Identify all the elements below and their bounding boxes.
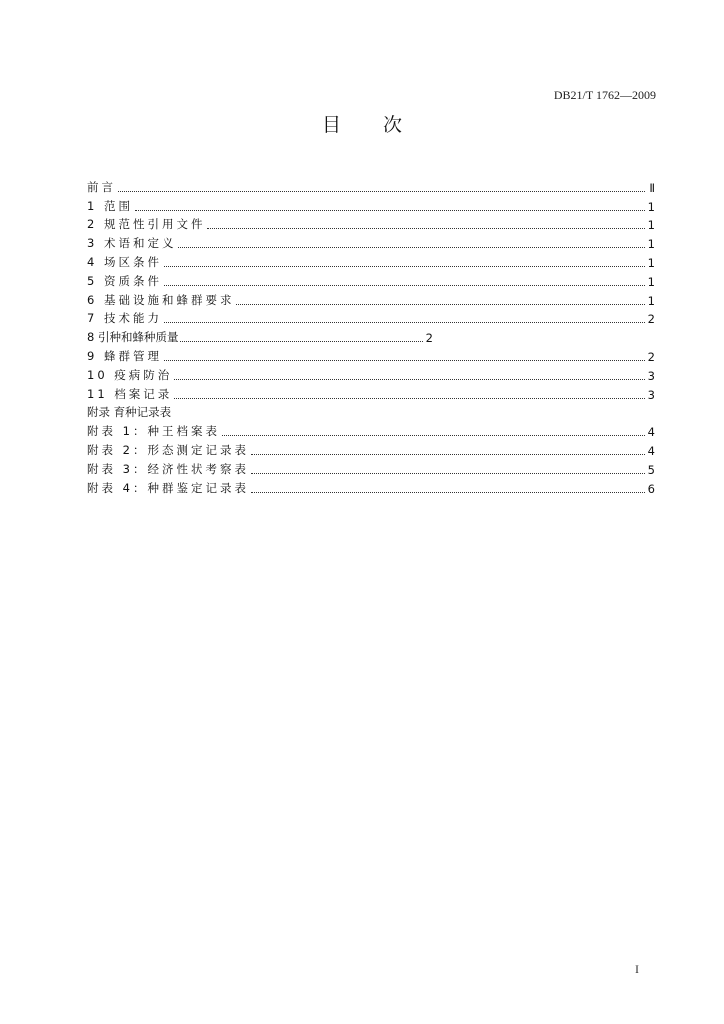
- toc-entry-technical-capability[interactable]: [87, 308, 655, 327]
- toc-leader: [118, 191, 645, 192]
- toc-leader: [222, 435, 645, 436]
- toc-page-number: 1: [647, 274, 655, 289]
- toc-label: 3 术语和定义: [87, 236, 177, 251]
- toc-entry-disease-control[interactable]: [87, 364, 655, 383]
- toc-label: 1 范围: [87, 198, 133, 213]
- toc-page-number: 4: [647, 425, 655, 440]
- toc-label: 8 引种和蜂种质量: [87, 330, 179, 345]
- toc-leader: [164, 285, 645, 286]
- toc-leader: [236, 304, 645, 305]
- toc-leader: [135, 210, 645, 211]
- toc-entry-terms-definitions[interactable]: [87, 232, 655, 251]
- toc-leader: [174, 398, 645, 399]
- toc-entry-site-conditions[interactable]: [87, 251, 655, 270]
- toc-leader: [180, 341, 423, 342]
- toc-leader: [251, 492, 645, 493]
- toc-leader: [251, 454, 645, 455]
- toc-entry-qualification[interactable]: [87, 270, 655, 289]
- toc-page-number: 3: [647, 387, 655, 402]
- toc-label: 附表 2：形态测定记录表: [87, 442, 249, 457]
- toc-label: 5 资质条件: [87, 273, 162, 288]
- toc-page-number: 1: [647, 218, 655, 233]
- toc-label: 前言: [87, 179, 116, 194]
- toc-label: 9 蜂群管理: [87, 348, 162, 363]
- toc-label: 附表 1：种王档案表: [87, 424, 220, 439]
- toc-entry-foreword[interactable]: [87, 176, 655, 195]
- toc-page-number: 2: [647, 349, 655, 364]
- toc-page-number: 1: [647, 293, 655, 308]
- toc-entry-scope[interactable]: [87, 195, 655, 214]
- toc-page-number: 2: [647, 312, 655, 327]
- toc-entry-records[interactable]: [87, 383, 655, 402]
- toc-leader: [207, 228, 645, 229]
- toc-label: 11 档案记录: [87, 386, 173, 401]
- toc-leader: [164, 266, 645, 267]
- toc-leader: [164, 322, 645, 323]
- toc-entry-colony-management[interactable]: [87, 345, 655, 364]
- toc-page-number: 4: [647, 443, 655, 458]
- toc-page-number: 5: [647, 462, 655, 477]
- toc-label: 6 基础设施和蜂群要求: [87, 292, 235, 307]
- toc-entry-table-1[interactable]: [87, 420, 655, 439]
- toc-label: 4 场区条件: [87, 254, 162, 269]
- toc-leader: [251, 473, 645, 474]
- toc-page-number: 1: [647, 255, 655, 270]
- toc-leader: [178, 247, 645, 248]
- toc-entry-table-2[interactable]: [87, 439, 655, 458]
- toc-entry-introduction-quality[interactable]: [87, 326, 433, 345]
- toc-label: 附表 4：种群鉴定记录表: [87, 480, 249, 495]
- page-number: I: [635, 962, 639, 976]
- toc-page-number: 1: [647, 199, 655, 214]
- toc-leader: [174, 379, 645, 380]
- toc-page-number: 2: [425, 331, 433, 346]
- toc-entry-normative-references[interactable]: [87, 214, 655, 233]
- standard-code: DB21/T 1762—2009: [553, 88, 656, 102]
- toc-label: 附表 3：经济性状考察表: [87, 461, 249, 476]
- page-title: 目 次: [321, 114, 421, 136]
- toc-label: 附录 育种记录表: [87, 405, 172, 420]
- toc-page-number: 6: [647, 481, 655, 496]
- toc-label: 2 规范性引用文件: [87, 217, 206, 232]
- toc-page-number: 1: [647, 237, 655, 252]
- toc-label: 7 技术能力: [87, 311, 162, 326]
- toc-entry-table-3[interactable]: [87, 458, 655, 477]
- toc-leader: [164, 360, 645, 361]
- toc-page-number: 3: [647, 368, 655, 383]
- toc-entry-infrastructure[interactable]: [87, 289, 655, 308]
- table-of-contents: [87, 176, 655, 496]
- toc-entry-table-4[interactable]: [87, 477, 655, 496]
- toc-page-number: Ⅱ: [649, 180, 655, 195]
- toc-entry-appendix[interactable]: [87, 402, 655, 421]
- toc-label: 10 疫病防治: [87, 367, 173, 382]
